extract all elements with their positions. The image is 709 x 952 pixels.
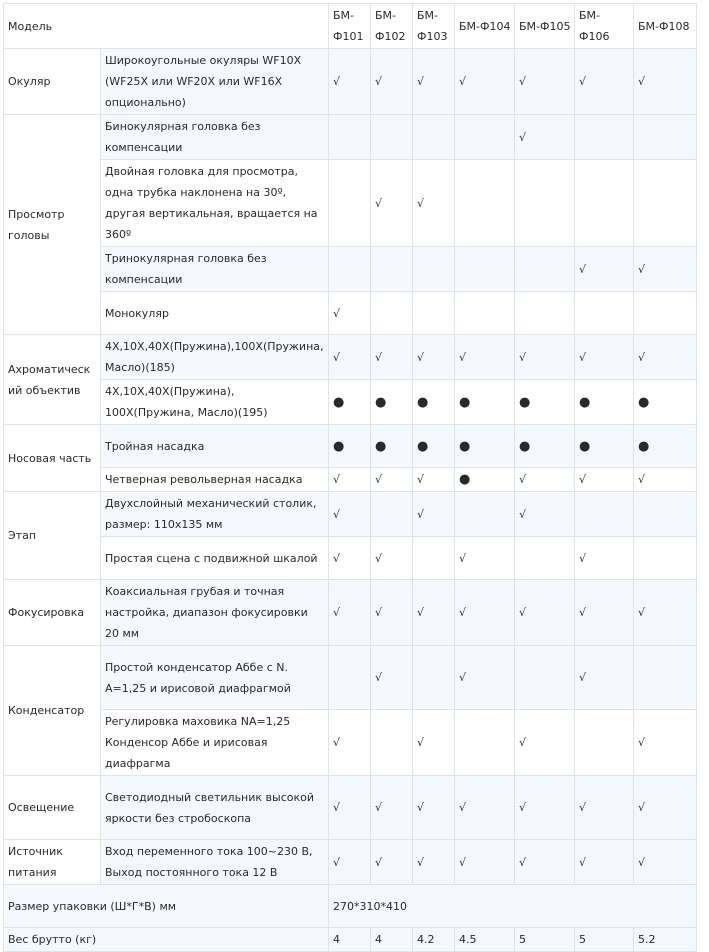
table-row <box>4 885 697 928</box>
check-mark: √ <box>515 492 575 537</box>
feature-label: Монокуляр <box>101 292 329 335</box>
check-mark: √ <box>329 335 371 380</box>
check-mark: √ <box>634 580 697 646</box>
standard-dot-mark: ● <box>634 425 697 468</box>
group-label: Просмотр головы <box>4 115 101 335</box>
empty-cell <box>634 292 697 335</box>
check-mark: √ <box>413 580 455 646</box>
check-mark: √ <box>455 537 515 580</box>
empty-cell <box>371 292 413 335</box>
check-mark: √ <box>575 776 634 840</box>
group-label: Источник питания <box>4 840 101 885</box>
feature-label: 4X,10X,40X(Пружина),100X(Пружина, Масло)(185) <box>101 335 329 380</box>
check-mark: √ <box>329 840 371 885</box>
empty-cell <box>455 292 515 335</box>
empty-cell <box>515 160 575 247</box>
standard-dot-mark: ● <box>515 380 575 425</box>
check-mark: √ <box>413 468 455 492</box>
standard-dot-mark: ● <box>575 380 634 425</box>
check-mark: √ <box>455 646 515 710</box>
standard-dot-mark: ● <box>575 425 634 468</box>
check-mark: √ <box>634 49 697 115</box>
gross-weight-value: 4 <box>329 928 371 952</box>
feature-label: Четверная револьверная насадка <box>101 468 329 492</box>
table-row <box>4 160 697 247</box>
empty-cell <box>634 646 697 710</box>
check-mark: √ <box>371 335 413 380</box>
package-size-value: 270*310*410 <box>329 885 697 928</box>
empty-cell <box>413 537 455 580</box>
check-mark: √ <box>575 580 634 646</box>
gross-weight-value: 5.2 <box>634 928 697 952</box>
empty-cell <box>515 247 575 292</box>
empty-cell <box>329 160 371 247</box>
model-column-header: БМ-Ф106 <box>575 4 634 49</box>
standard-dot-mark: ● <box>515 425 575 468</box>
feature-label: Простой конденсатор Аббе с N. A=1,25 и ирисовой диафрагмой <box>101 646 329 710</box>
empty-cell <box>371 247 413 292</box>
check-mark: √ <box>634 335 697 380</box>
check-mark: √ <box>329 292 371 335</box>
empty-cell <box>371 115 413 160</box>
standard-dot-mark: ● <box>413 425 455 468</box>
check-mark: √ <box>575 537 634 580</box>
feature-label: 4X,10X,40X(Пружина), 100X(Пружина, Масло)(195) <box>101 380 329 425</box>
empty-cell <box>371 492 413 537</box>
gross-weight-value: 4.2 <box>413 928 455 952</box>
check-mark: √ <box>413 335 455 380</box>
check-mark: √ <box>455 580 515 646</box>
feature-label: Простая сцена с подвижной шкалой <box>101 537 329 580</box>
empty-cell <box>575 492 634 537</box>
empty-cell <box>371 710 413 776</box>
empty-cell <box>455 115 515 160</box>
check-mark: √ <box>515 710 575 776</box>
empty-cell <box>413 115 455 160</box>
standard-dot-mark: ● <box>413 380 455 425</box>
standard-dot-mark: ● <box>455 425 515 468</box>
empty-cell <box>413 292 455 335</box>
standard-dot-mark: ● <box>371 380 413 425</box>
table-row <box>4 840 697 885</box>
group-label: Освещение <box>4 776 101 840</box>
check-mark: √ <box>371 49 413 115</box>
empty-cell <box>575 710 634 776</box>
empty-cell <box>634 115 697 160</box>
table-row <box>4 247 697 292</box>
check-mark: √ <box>371 580 413 646</box>
check-mark: √ <box>329 710 371 776</box>
check-mark: √ <box>575 335 634 380</box>
empty-cell <box>455 710 515 776</box>
check-mark: √ <box>413 710 455 776</box>
check-mark: √ <box>455 776 515 840</box>
table-row <box>4 710 697 776</box>
empty-cell <box>575 292 634 335</box>
table-row <box>4 646 697 710</box>
check-mark: √ <box>515 335 575 380</box>
empty-cell <box>515 292 575 335</box>
check-mark: √ <box>515 840 575 885</box>
check-mark: √ <box>515 115 575 160</box>
feature-label: Тринокулярная головка без компенсации <box>101 247 329 292</box>
standard-dot-mark: ● <box>329 425 371 468</box>
standard-dot-mark: ● <box>455 468 515 492</box>
check-mark: √ <box>634 468 697 492</box>
check-mark: √ <box>329 580 371 646</box>
check-mark: √ <box>413 776 455 840</box>
check-mark: √ <box>634 710 697 776</box>
table-row <box>4 776 697 840</box>
group-label: Конденсатор <box>4 646 101 776</box>
empty-cell <box>329 247 371 292</box>
check-mark: √ <box>455 335 515 380</box>
empty-cell <box>515 537 575 580</box>
feature-label: Двойная головка для просмотра, одна трубка наклонена на 30º, другая вертикальная, вращается на 360º <box>101 160 329 247</box>
table-row <box>4 425 697 468</box>
check-mark: √ <box>413 49 455 115</box>
table-row <box>4 115 697 160</box>
check-mark: √ <box>413 840 455 885</box>
empty-cell <box>575 160 634 247</box>
model-column-header: БМ-Ф105 <box>515 4 575 49</box>
feature-label: Двухслойный механический столик, размер: 110x135 мм <box>101 492 329 537</box>
standard-dot-mark: ● <box>329 380 371 425</box>
check-mark: √ <box>371 840 413 885</box>
model-column-header: БМ-Ф102 <box>371 4 413 49</box>
group-label: Этап <box>4 492 101 580</box>
group-label: Окуляр <box>4 49 101 115</box>
empty-cell <box>634 492 697 537</box>
table-row <box>4 537 697 580</box>
check-mark: √ <box>371 776 413 840</box>
empty-cell <box>455 492 515 537</box>
empty-cell <box>575 115 634 160</box>
table-row <box>4 928 697 952</box>
check-mark: √ <box>329 537 371 580</box>
table-row <box>4 292 697 335</box>
gross-weight-value: 5 <box>575 928 634 952</box>
empty-cell <box>413 646 455 710</box>
package-size-label: Размер упаковки (Ш*Г*В) мм <box>4 885 329 928</box>
feature-label: Широкоугольные окуляры WF10X (WF25X или WF20X или WF16X опционально) <box>101 49 329 115</box>
check-mark: √ <box>575 49 634 115</box>
feature-label: Тройная насадка <box>101 425 329 468</box>
group-label: Фокусировка <box>4 580 101 646</box>
feature-label: Светодиодный светильник высокой яркости без стробоскопа <box>101 776 329 840</box>
check-mark: √ <box>329 492 371 537</box>
model-column-header: БМ-Ф103 <box>413 4 455 49</box>
check-mark: √ <box>575 646 634 710</box>
check-mark: √ <box>634 776 697 840</box>
spec-table <box>3 3 697 952</box>
check-mark: √ <box>371 468 413 492</box>
empty-cell <box>634 537 697 580</box>
check-mark: √ <box>455 49 515 115</box>
empty-cell <box>515 646 575 710</box>
spec-table-body <box>4 4 697 952</box>
model-header: Модель <box>4 4 329 49</box>
check-mark: √ <box>575 247 634 292</box>
table-row <box>4 4 697 49</box>
empty-cell <box>329 646 371 710</box>
table-row <box>4 492 697 537</box>
check-mark: √ <box>329 49 371 115</box>
check-mark: √ <box>413 160 455 247</box>
empty-cell <box>329 115 371 160</box>
check-mark: √ <box>455 840 515 885</box>
empty-cell <box>634 160 697 247</box>
check-mark: √ <box>575 468 634 492</box>
gross-weight-value: 5 <box>515 928 575 952</box>
empty-cell <box>455 247 515 292</box>
check-mark: √ <box>515 580 575 646</box>
check-mark: √ <box>329 468 371 492</box>
model-column-header: БМ-Ф101 <box>329 4 371 49</box>
standard-dot-mark: ● <box>371 425 413 468</box>
empty-cell <box>413 247 455 292</box>
group-label: Ахроматический объектив <box>4 335 101 425</box>
check-mark: √ <box>371 537 413 580</box>
table-row <box>4 580 697 646</box>
table-row <box>4 49 697 115</box>
table-row <box>4 380 697 425</box>
check-mark: √ <box>413 492 455 537</box>
feature-label: Вход переменного тока 100~230 В, Выход постоянного тока 12 В <box>101 840 329 885</box>
check-mark: √ <box>371 160 413 247</box>
check-mark: √ <box>634 840 697 885</box>
feature-label: Регулировка маховика NA=1,25 Конденсор Аббе и ирисовая диафрагма <box>101 710 329 776</box>
group-label: Носовая часть <box>4 425 101 492</box>
standard-dot-mark: ● <box>634 380 697 425</box>
table-row <box>4 468 697 492</box>
standard-dot-mark: ● <box>455 380 515 425</box>
check-mark: √ <box>634 247 697 292</box>
check-mark: √ <box>515 776 575 840</box>
table-row <box>4 335 697 380</box>
empty-cell <box>455 160 515 247</box>
check-mark: √ <box>515 49 575 115</box>
check-mark: √ <box>329 776 371 840</box>
gross-weight-value: 4 <box>371 928 413 952</box>
check-mark: √ <box>371 646 413 710</box>
model-column-header: БМ-Ф108 <box>634 4 697 49</box>
gross-weight-value: 4.5 <box>455 928 515 952</box>
check-mark: √ <box>575 840 634 885</box>
check-mark: √ <box>515 468 575 492</box>
model-column-header: БМ-Ф104 <box>455 4 515 49</box>
feature-label: Бинокулярная головка без компенсации <box>101 115 329 160</box>
feature-label: Коаксиальная грубая и точная настройка, диапазон фокусировки 20 мм <box>101 580 329 646</box>
gross-weight-label: Вес брутто (кг) <box>4 928 329 952</box>
